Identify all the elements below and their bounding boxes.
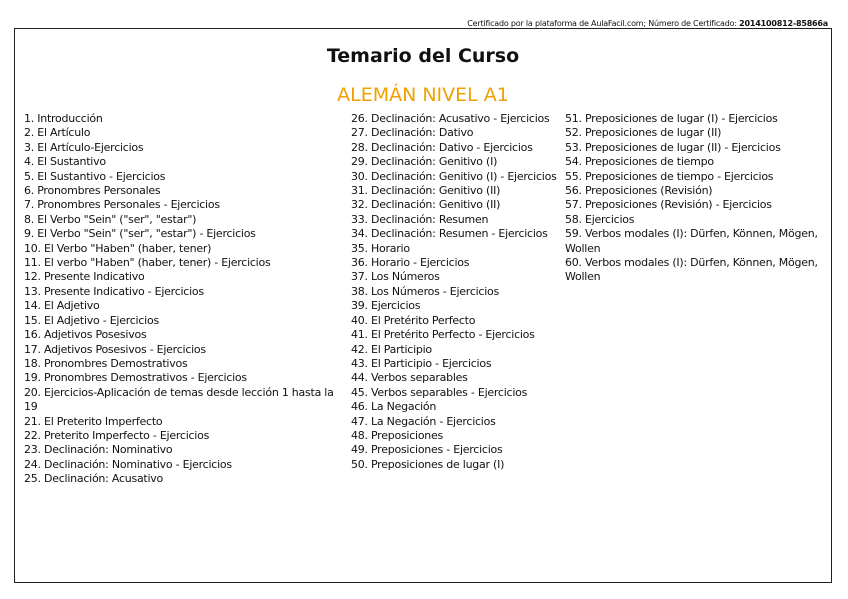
topic-item: 35. Horario bbox=[351, 241, 410, 255]
topic-item: 29. Declinación: Genitivo (I) bbox=[351, 155, 498, 169]
syllabus-frame bbox=[14, 28, 832, 583]
topic-item: 4. El Sustantivo bbox=[24, 155, 106, 169]
topic-item: 60. Verbos modales (I): Dürfen, Können, Mögen, Wollen bbox=[565, 256, 818, 284]
topic-item: 15. El Adjetivo - Ejercicios bbox=[24, 313, 159, 327]
topic-item: 13. Presente Indicativo - Ejercicios bbox=[24, 284, 204, 298]
topic-item: 38. Los Números - Ejercicios bbox=[351, 284, 499, 298]
topic-item: 48. Preposiciones bbox=[351, 428, 444, 442]
topic-column-3 bbox=[565, 112, 831, 285]
topic-item: 32. Declinación: Genitivo (II) bbox=[351, 198, 501, 212]
topic-item: 11. El verbo "Haben" (haber, tener) - Ejercicios bbox=[24, 256, 271, 270]
topic-item: 24. Declinación: Nominativo - Ejercicios bbox=[24, 457, 232, 471]
topic-item: 45. Verbos separables - Ejercicios bbox=[351, 385, 528, 399]
topic-item: 56. Preposiciones (Revisión) bbox=[565, 184, 713, 198]
topic-item: 53. Preposiciones de lugar (II) - Ejercicios bbox=[565, 140, 781, 154]
topic-item: 46. La Negación bbox=[351, 400, 437, 414]
topic-item: 20. Ejercicios-Aplicación de temas desde lección 1 hasta la 19 bbox=[24, 385, 334, 414]
topic-item: 39. Ejercicios bbox=[351, 299, 421, 313]
topic-item: 37. Los Números bbox=[351, 270, 440, 284]
topic-item: 34. Declinación: Resumen - Ejercicios bbox=[351, 227, 548, 241]
topic-item: 1. Introducción bbox=[24, 112, 103, 125]
topic-item: 41. El Pretérito Perfecto - Ejercicios bbox=[351, 328, 535, 342]
topic-item: 42. El Participio bbox=[351, 342, 432, 356]
topic-item: 23. Declinación: Nominativo bbox=[24, 443, 173, 457]
topic-item: 2. El Artículo bbox=[24, 126, 91, 140]
topic-item: 51. Preposiciones de lugar (I) - Ejercicios bbox=[565, 112, 778, 125]
topic-item: 55. Preposiciones de tiempo - Ejercicios bbox=[565, 169, 774, 183]
topic-item: 8. El Verbo "Sein" ("ser", "estar") bbox=[24, 212, 197, 226]
topic-item: 58. Ejercicios bbox=[565, 212, 635, 226]
topic-item: 5. El Sustantivo - Ejercicios bbox=[24, 169, 166, 183]
topic-item: 43. El Participio - Ejercicios bbox=[351, 356, 492, 370]
topic-item: 47. La Negación - Ejercicios bbox=[351, 414, 496, 428]
topic-item: 54. Preposiciones de tiempo bbox=[565, 155, 714, 169]
topic-item: 36. Horario - Ejercicios bbox=[351, 256, 470, 270]
topic-item: 19. Pronombres Demostrativos - Ejercicios bbox=[24, 371, 247, 385]
topic-item: 26. Declinación: Acusativo - Ejercicios bbox=[351, 112, 550, 125]
topic-item: 30. Declinación: Genitivo (I) - Ejercicios bbox=[351, 169, 557, 183]
certificate-line bbox=[467, 19, 828, 28]
topic-item: 49. Preposiciones - Ejercicios bbox=[351, 443, 503, 457]
topic-item: 25. Declinación: Acusativo bbox=[24, 472, 164, 486]
topic-item: 10. El Verbo "Haben" (haber, tener) bbox=[24, 241, 212, 255]
topic-item: 33. Declinación: Resumen bbox=[351, 212, 489, 226]
topic-item: 31. Declinación: Genitivo (II) bbox=[351, 184, 501, 198]
topic-item: 57. Preposiciones (Revisión) - Ejercicios bbox=[565, 198, 772, 212]
topic-column-1 bbox=[24, 112, 350, 487]
course-name: ALEMÁN NIVEL A1 bbox=[337, 84, 509, 106]
topic-item: 12. Presente Indicativo bbox=[24, 270, 145, 284]
topic-item: 14. El Adjetivo bbox=[24, 299, 100, 313]
topic-column-2 bbox=[351, 112, 563, 472]
topic-item: 50. Preposiciones de lugar (I) bbox=[351, 457, 505, 471]
topic-item: 17. Adjetivos Posesivos - Ejercicios bbox=[24, 342, 206, 356]
topic-item: 21. El Preterito Imperfecto bbox=[24, 414, 163, 428]
topic-item: 22. Preterito Imperfecto - Ejercicios bbox=[24, 428, 210, 442]
topic-item: 18. Pronombres Demostrativos bbox=[24, 356, 188, 370]
page-title: Temario del Curso bbox=[326, 45, 520, 67]
certificate-prefix: Certificado por la plataforma de AulaFacil.com; Número de Certificado: bbox=[467, 19, 740, 28]
topic-item: 28. Declinación: Dativo - Ejercicios bbox=[351, 140, 533, 154]
topic-item: 9. El Verbo "Sein" ("ser", "estar") - Ejercicios bbox=[24, 227, 256, 241]
topic-item: 59. Verbos modales (I): Dürfen, Können, Mögen, Wollen bbox=[565, 227, 818, 255]
topic-item: 52. Preposiciones de lugar (II) bbox=[565, 126, 722, 140]
topic-item: 7. Pronombres Personales - Ejercicios bbox=[24, 198, 220, 212]
topic-item: 40. El Pretérito Perfecto bbox=[351, 313, 476, 327]
topic-item: 16. Adjetivos Posesivos bbox=[24, 328, 147, 342]
topic-item: 6. Pronombres Personales bbox=[24, 184, 161, 198]
topic-item: 44. Verbos separables bbox=[351, 371, 468, 385]
topic-item: 3. El Artículo-Ejercicios bbox=[24, 140, 144, 154]
certificate-number: 2014100812-85866a bbox=[739, 19, 828, 28]
topic-item: 27. Declinación: Dativo bbox=[351, 126, 474, 140]
